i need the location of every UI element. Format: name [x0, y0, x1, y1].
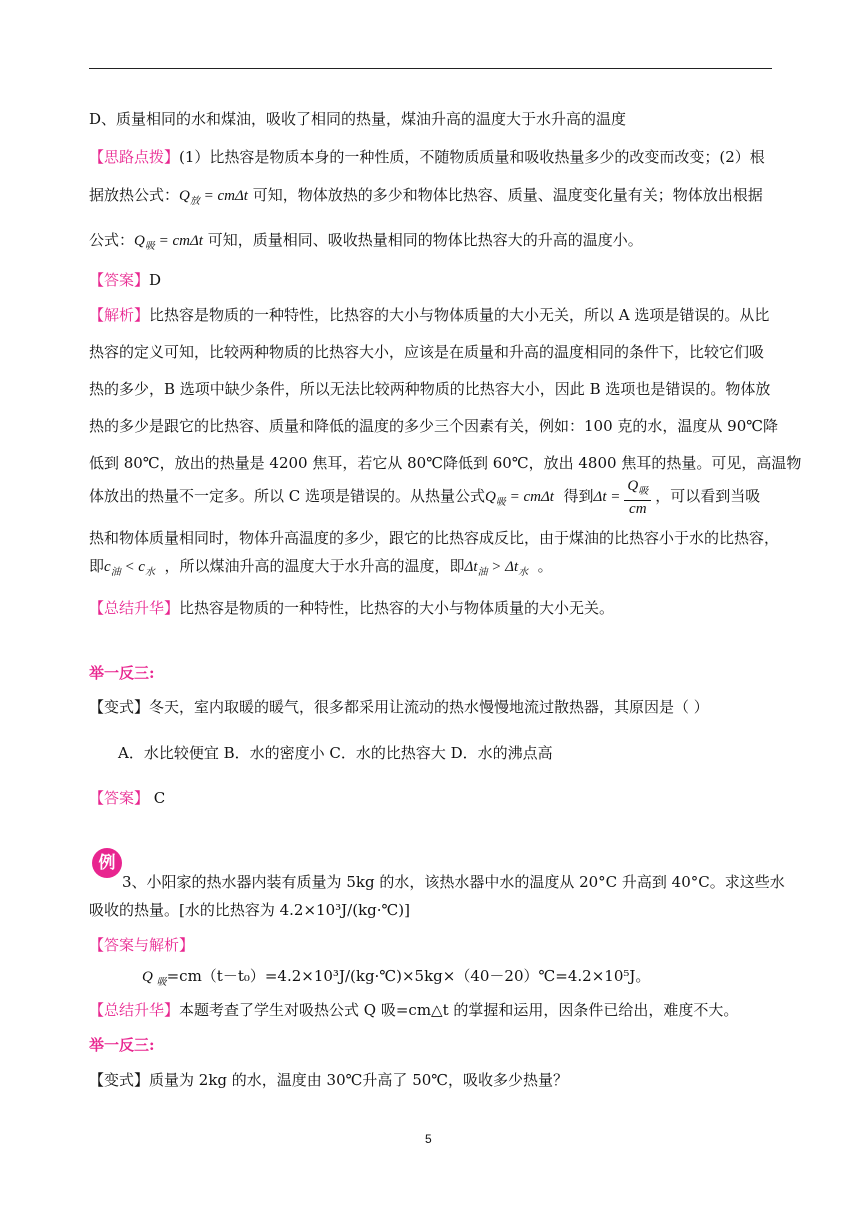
hint-line-1: 【思路点拨】(1）比热容是物质本身的一种性质，不随物质质量和吸收热量多少的改变而改变；(2）根: [89, 148, 765, 166]
formula-dt-compare: $\Delta t_油 > \Delta t_水$: [464, 559, 529, 578]
analysis-line-2: 热容的定义可知，比较两种物质的比热容大小，应该是在质量和升高的温度相同的条件下，比较它们吸: [89, 343, 765, 361]
formula-q-absorb: $Q_吸 = cm\Delta t$: [134, 233, 203, 252]
analysis-line-4: 热的多少是跟它的比热容、质量和降低的温度的多少三个因素有关，例如：100 克的水，温度从 90℃降: [89, 417, 779, 435]
answer2-line: 【答案】 C: [89, 789, 166, 807]
header-rule: [89, 68, 772, 69]
summary-line: 【总结升华】比热容是物质的一种特性，比热容的大小与物体质量的大小无关。: [89, 599, 615, 617]
analysis-line-3: 热的多少，B 选项中缺少条件，所以无法比较两种物质的比热容大小，因此 B 选项也是错误的。物体放: [89, 380, 771, 398]
variant-line-1: 【变式】冬天，室内取暖的暖气，很多都采用让流动的热水慢慢地流过散热器，其原因是（ ）: [89, 698, 709, 716]
summary2-line: 【总结升华】本题考查了学生对吸热公式 Q 吸=cm△t 的掌握和运用，因条件已给出，难度不大。: [89, 1001, 739, 1019]
analysis-line-5: 低到 80℃，放出的热量是 4200 焦耳，若它从 80℃降低到 60℃，放出 4800 焦耳的热量。可见，高温物: [89, 454, 802, 472]
example3-line-1: 3、小阳家的热水器内装有质量为 5kg 的水，该热水器中水的温度从 20°C 升高到 40°C。求这些水: [122, 873, 785, 891]
extend-heading-1: 举一反三:: [89, 664, 155, 682]
calculation-line: Q $_吸$=cm（t－t₀）=4.2×10³J/(kg·℃)×5kg×（40－20）℃=4.2×10⁵J。: [142, 967, 651, 988]
extend-heading-2: 举一反三:: [89, 1036, 155, 1054]
analysis-line-7: 热和物体质量相同时，物体升高温度的多少，跟它的比热容成反比，由于煤油的比热容小于水的比热容，: [89, 529, 780, 547]
analysis-tag: 【解析】: [89, 306, 150, 324]
analysis-line-1: 【解析】比热容是物质的一种特性，比热容的大小与物体质量的大小无关，所以 A 选项是错误的。从比: [89, 306, 770, 324]
example3-line-2: 吸收的热量。[水的比热容为 4.2×10³J/(kg·℃)]: [89, 901, 411, 919]
option-d: D、质量相同的水和煤油，吸收了相同的热量，煤油升高的温度大于水升高的温度: [89, 110, 627, 128]
formula-q-release: $Q_放 = cm\Delta t$: [179, 188, 248, 207]
page-number: 5: [425, 1132, 432, 1146]
hint-line-2: 据放热公式：$Q_放 = cm\Delta t$ 可知，物体放热的多少和物体比热容、质量、温度变化量有关；物体放出根据: [89, 186, 763, 207]
answer-analysis-tag: 【答案与解析】: [89, 936, 195, 954]
formula-q-absorb-2: $Q_吸 = cm\Delta t$: [485, 489, 554, 508]
analysis-line-6: 体放出的热量不一定多。所以 C 选项是错误的。从热量公式$Q_吸 = cm\Delta t$ 得到Δt = $\frac{Q_吸}{cm}$ ，可以看到当吸: [89, 477, 761, 517]
formula-fraction: $\frac{Q_吸}{cm}$: [624, 478, 651, 517]
example-badge-icon: 例: [92, 848, 122, 878]
variant-line-2: 【变式】质量为 2kg 的水，温度由 30℃升高了 50℃，吸收多少热量？: [89, 1071, 569, 1089]
formula-c-compare: $c_油 < c_水$: [104, 559, 155, 578]
answer-line: 【答案】D: [89, 271, 162, 289]
choices-line: A．水比较便宜 B．水的密度小 C．水的比热容大 D．水的沸点高: [118, 744, 553, 762]
hint-tag: 【思路点拨】: [89, 148, 180, 166]
analysis-line-8: 即$c_油 < c_水$ ，所以煤油升高的温度大于水升高的温度，即$\Delta t_油 > \Delta t_水$ 。: [89, 557, 553, 578]
hint-line-3: 公式：$Q_吸 = cm\Delta t$ 可知，质量相同、吸收热量相同的物体比热容大的升高的温度小。: [89, 231, 643, 252]
